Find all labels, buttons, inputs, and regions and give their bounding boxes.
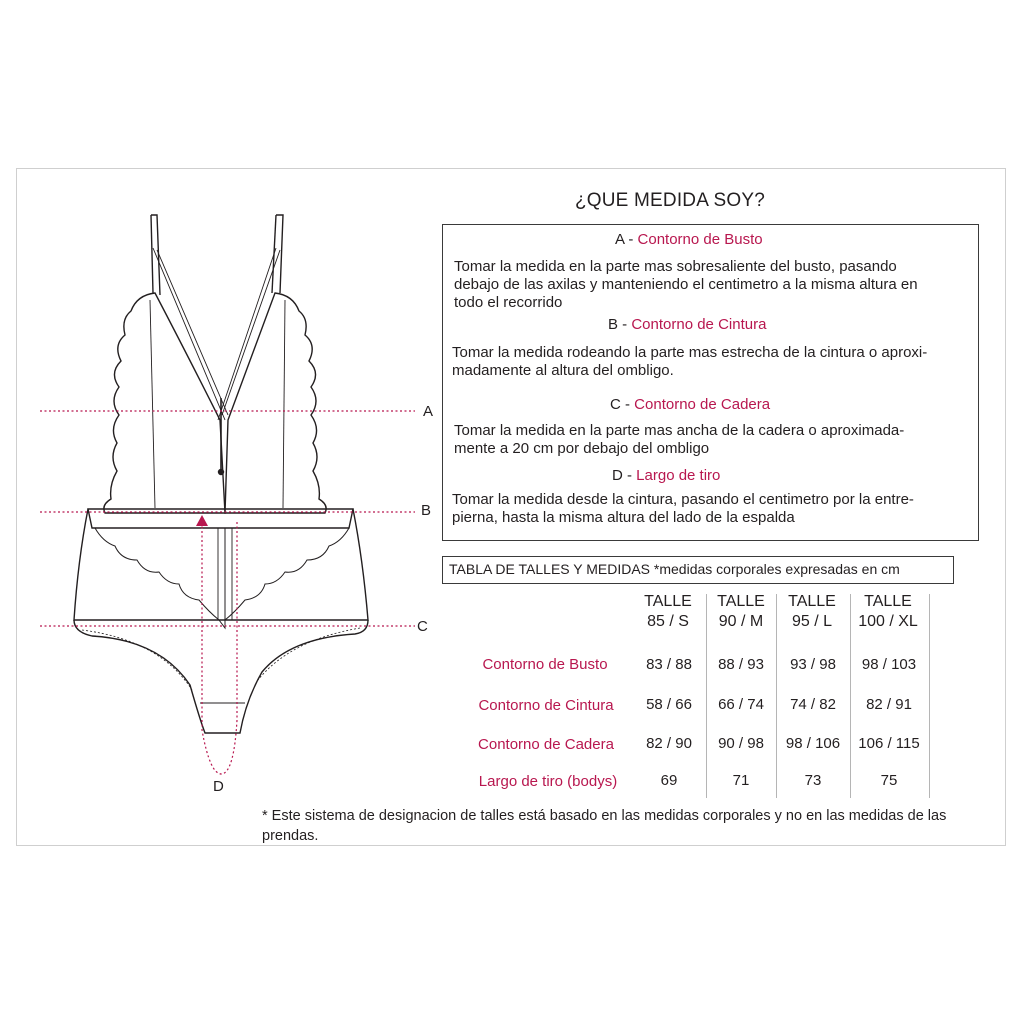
table-cell: 73 — [804, 772, 822, 789]
column-header-line1: TALLE — [644, 593, 692, 610]
section-a-letter: A - — [615, 231, 634, 248]
row-label-tiro: Largo de tiro (bodys) — [478, 773, 618, 790]
section-b-heading — [608, 316, 766, 333]
section-a-heading — [615, 231, 763, 248]
section-d-name: Largo de tiro — [636, 467, 721, 484]
table-cell: 58 / 66 — [646, 696, 692, 713]
column-divider — [850, 594, 851, 798]
column-header-m — [704, 592, 778, 632]
column-header-line2: 95 / L — [791, 613, 833, 630]
table-cell: 74 / 82 — [790, 696, 836, 713]
column-header-line2: 85 / S — [647, 613, 689, 630]
section-c-letter: C - — [610, 396, 630, 413]
table-cell: 106 / 115 — [858, 735, 920, 752]
footnote: * Este sistema de designacion de talles está basado en las medidas corporales y no en las medidas de las prendas. — [262, 808, 947, 844]
table-cell: 88 / 93 — [718, 656, 764, 673]
label-c: C — [417, 618, 428, 635]
section-b-text: Tomar la medida rodeando la parte mas estrecha de la cintura o aproxi- madamente al altura del ombligo. — [452, 344, 928, 379]
column-divider — [929, 594, 930, 798]
label-d: D — [213, 778, 224, 795]
column-header-line1: TALLE — [864, 593, 912, 610]
section-d-heading — [612, 467, 720, 484]
table-cell: 98 / 106 — [785, 735, 841, 752]
bodysuit-diagram — [36, 205, 436, 805]
section-c-heading — [610, 396, 770, 413]
section-a-name: Contorno de Busto — [637, 231, 763, 248]
table-cell: 98 / 103 — [861, 656, 917, 673]
page-title: ¿QUE MEDIDA SOY? — [574, 190, 766, 211]
section-b-name: Contorno de Cintura — [631, 316, 767, 333]
table-cell: 83 / 88 — [646, 656, 692, 673]
column-header-l — [775, 592, 849, 632]
column-header-xl — [851, 592, 925, 632]
section-c-text: Tomar la medida en la parte mas ancha de la cadera o aproximada- mente a 20 cm por debajo del ombligo — [454, 422, 905, 457]
column-header-s — [631, 592, 705, 632]
label-a: A — [423, 403, 434, 420]
table-cell: 71 — [732, 772, 750, 789]
column-header-line1: TALLE — [717, 593, 765, 610]
table-cell: 66 / 74 — [718, 696, 764, 713]
section-b-letter: B - — [608, 316, 628, 333]
column-header-line1: TALLE — [788, 593, 836, 610]
section-d-text: Tomar la medida desde la cintura, pasando el centimetro por la entre- pierna, hasta la misma altura del lado de la espalda — [452, 491, 914, 526]
section-a-text: Tomar la medida en la parte mas sobresaliente del busto, pasando debajo de las axilas y manteniendo el centimetro a la misma altura en todo el recorrido — [454, 258, 918, 311]
table-cell: 82 / 91 — [866, 696, 912, 713]
size-table-title: TABLA DE TALLES Y MEDIDAS *medidas corporales expresadas en cm — [442, 556, 954, 584]
table-cell: 82 / 90 — [646, 735, 692, 752]
row-label-cintura: Contorno de Cintura — [478, 697, 614, 714]
table-cell: 93 / 98 — [790, 656, 836, 673]
section-d-letter: D - — [612, 467, 632, 484]
label-b: B — [421, 502, 432, 519]
table-cell: 75 — [880, 772, 898, 789]
column-header-line2: 100 / XL — [858, 613, 918, 630]
section-c-name: Contorno de Cadera — [634, 396, 771, 413]
row-label-cadera: Contorno de Cadera — [478, 736, 614, 753]
table-cell: 69 — [660, 772, 678, 789]
column-header-line2: 90 / M — [718, 613, 764, 630]
table-cell: 90 / 98 — [718, 735, 764, 752]
row-label-busto: Contorno de Busto — [482, 656, 608, 673]
